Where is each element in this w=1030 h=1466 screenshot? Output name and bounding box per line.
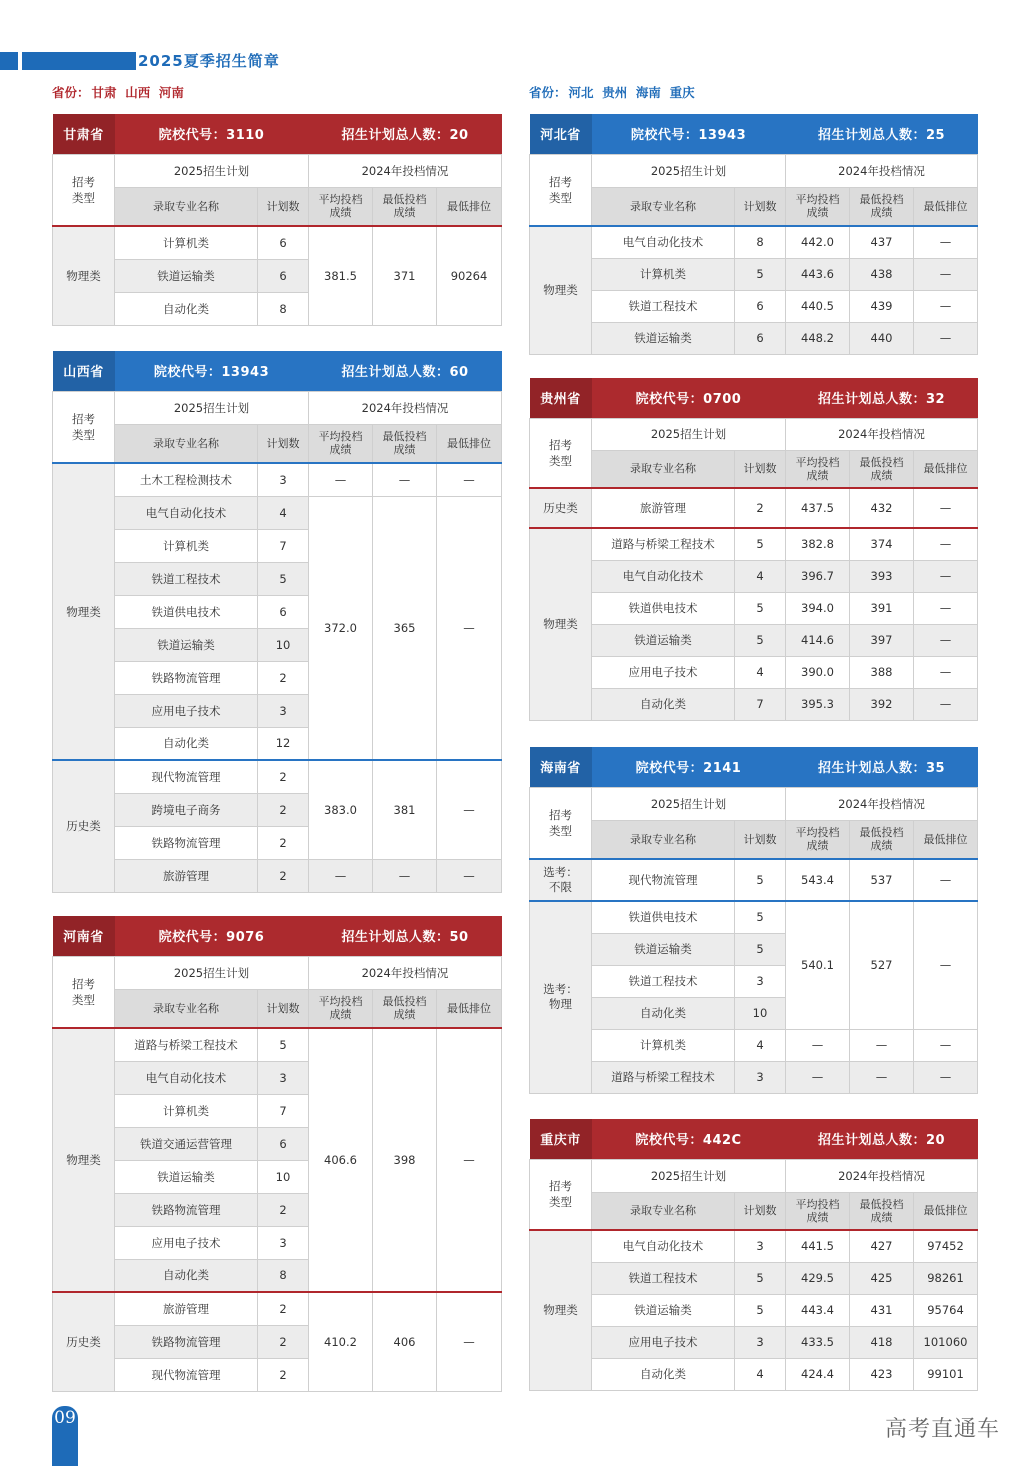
plan-total: 招生计划总人数：20	[817, 1133, 946, 1149]
major-cell: 计算机类	[115, 1094, 258, 1127]
major-cell: 电气自动化技术	[592, 226, 735, 258]
min-cell: 365	[373, 496, 437, 760]
rank-cell: 101060	[914, 1326, 978, 1358]
col-rank: 最低排位	[437, 424, 502, 463]
avg-cell: —	[786, 1029, 850, 1061]
type-cell: 选考： 物理	[530, 901, 592, 1093]
min-cell: 393	[850, 560, 914, 592]
major-cell: 电气自动化技术	[592, 1230, 735, 1262]
count-cell: 3	[258, 1061, 309, 1094]
min-cell: 418	[850, 1326, 914, 1358]
plan-2025-header: 2025招生计划	[592, 154, 786, 187]
min-cell: 388	[850, 656, 914, 688]
rank-cell: —	[914, 688, 978, 720]
major-cell: 铁道工程技术	[592, 290, 735, 322]
major-cell: 土木工程检测技术	[115, 463, 258, 496]
major-cell: 铁道运输类	[115, 1160, 258, 1193]
gansu-table	[52, 114, 502, 326]
avg-cell: 443.6	[786, 258, 850, 290]
count-cell: 4	[735, 1029, 786, 1061]
avg-cell: —	[309, 463, 373, 496]
rank-cell: 97452	[914, 1230, 978, 1262]
province-name: 海南省	[530, 747, 592, 787]
col-avg: 平均投档 成绩	[786, 187, 850, 226]
status-2024-header: 2024年投档情况	[786, 1159, 978, 1192]
major-cell: 铁道运输类	[592, 322, 735, 354]
count-cell: 5	[735, 624, 786, 656]
min-cell: 381	[373, 760, 437, 859]
type-cell: 历史类	[530, 488, 592, 528]
min-cell: 398	[373, 1028, 437, 1292]
count-cell: 3	[735, 965, 786, 997]
major-cell: 旅游管理	[592, 488, 735, 528]
plan-total: 招生计划总人数：20	[341, 128, 469, 144]
hebei-table	[529, 114, 978, 355]
major-cell: 道路与桥梁工程技术	[592, 528, 735, 560]
type-cell: 物理类	[53, 226, 115, 325]
count-cell: 5	[735, 1294, 786, 1326]
col-count: 计划数	[735, 450, 786, 488]
count-cell: 6	[258, 226, 309, 259]
count-cell: 8	[258, 292, 309, 325]
col-rank: 最低排位	[914, 450, 978, 488]
min-cell: 427	[850, 1230, 914, 1262]
count-cell: 5	[735, 258, 786, 290]
min-cell: 423	[850, 1358, 914, 1390]
major-cell: 电气自动化技术	[115, 496, 258, 529]
plan-total: 招生计划总人数：35	[817, 761, 946, 777]
avg-cell: 394.0	[786, 592, 850, 624]
avg-cell: 383.0	[309, 760, 373, 859]
count-cell: 7	[258, 529, 309, 562]
count-cell: 5	[258, 562, 309, 595]
col-rank: 最低排位	[914, 187, 978, 226]
type-cell: 物理类	[53, 1028, 115, 1292]
min-cell: 537	[850, 859, 914, 901]
major-cell: 铁路物流管理	[115, 1193, 258, 1226]
status-2024-header: 2024年投档情况	[309, 391, 502, 424]
col-major: 录取专业名称	[592, 450, 735, 488]
rank-cell: —	[914, 322, 978, 354]
count-cell: 6	[258, 595, 309, 628]
avg-cell: 395.3	[786, 688, 850, 720]
count-cell: 5	[735, 592, 786, 624]
min-cell: 439	[850, 290, 914, 322]
plan-2025-header: 2025招生计划	[592, 787, 786, 820]
avg-cell: 433.5	[786, 1326, 850, 1358]
major-cell: 计算机类	[592, 1029, 735, 1061]
rank-cell: —	[914, 1029, 978, 1061]
status-2024-header: 2024年投档情况	[786, 154, 978, 187]
major-cell: 自动化类	[115, 727, 258, 760]
avg-cell: 406.6	[309, 1028, 373, 1292]
avg-cell: 543.4	[786, 859, 850, 901]
avg-cell: 396.7	[786, 560, 850, 592]
count-cell: 6	[735, 290, 786, 322]
major-cell: 自动化类	[115, 292, 258, 325]
rank-cell: —	[914, 656, 978, 688]
type-header: 招考 类型	[530, 418, 592, 488]
plan-2025-header: 2025招生计划	[115, 391, 309, 424]
major-cell: 现代物流管理	[592, 859, 735, 901]
avg-cell: 429.5	[786, 1262, 850, 1294]
count-cell: 8	[735, 226, 786, 258]
rank-cell: —	[914, 592, 978, 624]
status-2024-header: 2024年投档情况	[309, 154, 502, 187]
rank-cell: —	[437, 463, 502, 496]
min-cell: 397	[850, 624, 914, 656]
rank-cell: —	[914, 560, 978, 592]
count-cell: 5	[258, 1028, 309, 1061]
avg-cell: 382.8	[786, 528, 850, 560]
min-cell: 437	[850, 226, 914, 258]
col-avg: 平均投档 成绩	[786, 1192, 850, 1230]
rank-cell: —	[437, 1028, 502, 1292]
col-min: 最低投档 成绩	[373, 187, 437, 226]
count-cell: 3	[735, 1326, 786, 1358]
henan-table	[52, 916, 502, 1392]
min-cell: —	[373, 859, 437, 892]
col-count: 计划数	[258, 187, 309, 226]
col-count: 计划数	[258, 424, 309, 463]
avg-cell: 410.2	[309, 1292, 373, 1391]
school-code: 院校代号：13943	[630, 128, 747, 144]
major-cell: 计算机类	[592, 258, 735, 290]
count-cell: 7	[735, 688, 786, 720]
count-cell: 2	[258, 760, 309, 793]
type-cell: 物理类	[530, 226, 592, 354]
min-cell: —	[373, 463, 437, 496]
type-cell: 历史类	[53, 1292, 115, 1391]
rank-cell: —	[914, 258, 978, 290]
col-count: 计划数	[258, 989, 309, 1028]
type-header: 招考 类型	[530, 1159, 592, 1230]
count-cell: 4	[735, 1358, 786, 1390]
type-header: 招考 类型	[530, 154, 592, 226]
province-name: 重庆市	[530, 1119, 592, 1159]
min-cell: 371	[373, 226, 437, 325]
col-rank: 最低排位	[437, 989, 502, 1028]
province-name: 甘肃省	[53, 114, 115, 154]
major-cell: 铁道供电技术	[115, 595, 258, 628]
major-cell: 铁道运输类	[115, 628, 258, 661]
count-cell: 3	[258, 463, 309, 496]
rank-cell: —	[914, 624, 978, 656]
type-cell: 物理类	[530, 528, 592, 720]
col-min: 最低投档 成绩	[373, 989, 437, 1028]
col-count: 计划数	[735, 820, 786, 859]
right-province-label: 省份： 河北 贵州 海南 重庆	[529, 85, 695, 100]
avg-cell: —	[309, 859, 373, 892]
page-title: 2025夏季招生简章	[138, 52, 280, 70]
school-code: 院校代号：2141	[635, 761, 742, 777]
plan-2025-header: 2025招生计划	[592, 1159, 786, 1192]
type-header: 招考 类型	[530, 787, 592, 859]
plan-2025-header: 2025招生计划	[592, 418, 786, 450]
min-cell: 406	[373, 1292, 437, 1391]
major-cell: 自动化类	[592, 997, 735, 1029]
rank-cell: —	[914, 528, 978, 560]
plan-total: 招生计划总人数：60	[341, 365, 469, 381]
province-name: 贵州省	[530, 378, 592, 418]
type-header: 招考 类型	[53, 391, 115, 463]
rank-cell: —	[914, 488, 978, 528]
school-code: 院校代号：442C	[635, 1133, 742, 1149]
major-cell: 电气自动化技术	[592, 560, 735, 592]
avg-cell: 437.5	[786, 488, 850, 528]
page-number: 09	[54, 1408, 76, 1428]
major-cell: 旅游管理	[115, 859, 258, 892]
major-cell: 跨境电子商务	[115, 793, 258, 826]
count-cell: 2	[258, 826, 309, 859]
min-cell: 391	[850, 592, 914, 624]
count-cell: 10	[258, 628, 309, 661]
major-cell: 铁道工程技术	[592, 1262, 735, 1294]
school-code: 院校代号：3110	[158, 128, 265, 144]
col-min: 最低投档 成绩	[373, 424, 437, 463]
watermark: 高考直通车	[884, 1417, 1000, 1442]
avg-cell: 448.2	[786, 322, 850, 354]
plan-total: 招生计划总人数：25	[817, 128, 946, 144]
col-min: 最低投档 成绩	[850, 187, 914, 226]
major-cell: 铁道运输类	[592, 624, 735, 656]
major-cell: 现代物流管理	[115, 760, 258, 793]
major-cell: 计算机类	[115, 529, 258, 562]
major-cell: 自动化类	[592, 688, 735, 720]
col-avg: 平均投档 成绩	[786, 820, 850, 859]
col-count: 计划数	[735, 187, 786, 226]
count-cell: 4	[735, 560, 786, 592]
min-cell: 431	[850, 1294, 914, 1326]
count-cell: 2	[258, 793, 309, 826]
province-name: 河北省	[530, 114, 592, 154]
count-cell: 3	[735, 1061, 786, 1093]
count-cell: 3	[735, 1230, 786, 1262]
count-cell: 4	[735, 656, 786, 688]
rank-cell: —	[437, 1292, 502, 1391]
count-cell: 2	[258, 1325, 309, 1358]
count-cell: 5	[735, 901, 786, 933]
min-cell: 440	[850, 322, 914, 354]
major-cell: 应用电子技术	[592, 1326, 735, 1358]
col-major: 录取专业名称	[115, 424, 258, 463]
major-cell: 铁道工程技术	[115, 562, 258, 595]
col-rank: 最低排位	[914, 1192, 978, 1230]
avg-cell: 424.4	[786, 1358, 850, 1390]
count-cell: 2	[258, 1292, 309, 1325]
major-cell: 铁路物流管理	[115, 661, 258, 694]
min-cell: 374	[850, 528, 914, 560]
col-rank: 最低排位	[914, 820, 978, 859]
col-major: 录取专业名称	[592, 187, 735, 226]
major-cell: 自动化类	[592, 1358, 735, 1390]
school-code: 院校代号：0700	[635, 392, 742, 408]
count-cell: 8	[258, 1259, 309, 1292]
type-cell: 历史类	[53, 760, 115, 892]
avg-cell: 381.5	[309, 226, 373, 325]
count-cell: 4	[258, 496, 309, 529]
major-cell: 应用电子技术	[115, 694, 258, 727]
count-cell: 2	[258, 1358, 309, 1391]
count-cell: 12	[258, 727, 309, 760]
col-major: 录取专业名称	[115, 989, 258, 1028]
count-cell: 5	[735, 933, 786, 965]
major-cell: 自动化类	[115, 1259, 258, 1292]
count-cell: 5	[735, 528, 786, 560]
major-cell: 应用电子技术	[592, 656, 735, 688]
major-cell: 铁路物流管理	[115, 826, 258, 859]
count-cell: 6	[258, 259, 309, 292]
rank-cell: 99101	[914, 1358, 978, 1390]
count-cell: 10	[735, 997, 786, 1029]
min-cell: 425	[850, 1262, 914, 1294]
type-cell: 物理类	[53, 463, 115, 760]
count-cell: 2	[258, 859, 309, 892]
province-name: 山西省	[53, 351, 115, 391]
major-cell: 电气自动化技术	[115, 1061, 258, 1094]
min-cell: 432	[850, 488, 914, 528]
type-header: 招考 类型	[53, 154, 115, 226]
count-cell: 5	[735, 1262, 786, 1294]
province-name: 河南省	[53, 916, 115, 956]
status-2024-header: 2024年投档情况	[309, 956, 502, 989]
avg-cell: 414.6	[786, 624, 850, 656]
count-cell: 5	[735, 859, 786, 901]
col-count: 计划数	[735, 1192, 786, 1230]
col-min: 最低投档 成绩	[850, 820, 914, 859]
avg-cell: 443.4	[786, 1294, 850, 1326]
min-cell: 527	[850, 901, 914, 1029]
count-cell: 7	[258, 1094, 309, 1127]
plan-total: 招生计划总人数：32	[817, 392, 946, 408]
col-major: 录取专业名称	[592, 1192, 735, 1230]
rank-cell: —	[914, 901, 978, 1029]
guizhou-table	[529, 378, 978, 721]
col-min: 最低投档 成绩	[850, 1192, 914, 1230]
rank-cell: —	[914, 290, 978, 322]
major-cell: 铁道供电技术	[592, 592, 735, 624]
status-2024-header: 2024年投档情况	[786, 418, 978, 450]
major-cell: 计算机类	[115, 226, 258, 259]
left-province-label: 省份： 甘肃 山西 河南	[52, 85, 184, 100]
status-2024-header: 2024年投档情况	[786, 787, 978, 820]
rank-cell: 90264	[437, 226, 502, 325]
count-cell: 6	[258, 1127, 309, 1160]
chongqing-table	[529, 1119, 978, 1391]
avg-cell: 442.0	[786, 226, 850, 258]
major-cell: 铁道工程技术	[592, 965, 735, 997]
avg-cell: 540.1	[786, 901, 850, 1029]
col-min: 最低投档 成绩	[850, 450, 914, 488]
type-header: 招考 类型	[53, 956, 115, 1028]
avg-cell: —	[786, 1061, 850, 1093]
rank-cell: —	[914, 226, 978, 258]
rank-cell: —	[437, 760, 502, 859]
count-cell: 2	[258, 1193, 309, 1226]
min-cell: —	[850, 1029, 914, 1061]
header-accent	[0, 52, 18, 70]
type-cell: 物理类	[530, 1230, 592, 1390]
major-cell: 应用电子技术	[115, 1226, 258, 1259]
col-avg: 平均投档 成绩	[786, 450, 850, 488]
rank-cell: —	[914, 859, 978, 901]
header-bar	[22, 52, 136, 70]
shanxi-table	[52, 351, 502, 893]
major-cell: 铁路物流管理	[115, 1325, 258, 1358]
school-code: 院校代号：9076	[158, 930, 265, 946]
rank-cell: —	[914, 1061, 978, 1093]
major-cell: 铁道运输类	[592, 933, 735, 965]
major-cell: 现代物流管理	[115, 1358, 258, 1391]
col-major: 录取专业名称	[115, 187, 258, 226]
count-cell: 6	[735, 322, 786, 354]
avg-cell: 441.5	[786, 1230, 850, 1262]
plan-2025-header: 2025招生计划	[115, 956, 309, 989]
school-code: 院校代号：13943	[153, 365, 270, 381]
col-major: 录取专业名称	[592, 820, 735, 859]
major-cell: 铁道运输类	[592, 1294, 735, 1326]
avg-cell: 372.0	[309, 496, 373, 760]
count-cell: 10	[258, 1160, 309, 1193]
col-avg: 平均投档 成绩	[309, 424, 373, 463]
count-cell: 2	[258, 661, 309, 694]
count-cell: 3	[258, 1226, 309, 1259]
plan-total: 招生计划总人数：50	[341, 930, 469, 946]
count-cell: 3	[258, 694, 309, 727]
min-cell: 392	[850, 688, 914, 720]
rank-cell: 98261	[914, 1262, 978, 1294]
col-rank: 最低排位	[437, 187, 502, 226]
major-cell: 铁道供电技术	[592, 901, 735, 933]
col-avg: 平均投档 成绩	[309, 187, 373, 226]
min-cell: —	[850, 1061, 914, 1093]
min-cell: 438	[850, 258, 914, 290]
major-cell: 道路与桥梁工程技术	[115, 1028, 258, 1061]
major-cell: 旅游管理	[115, 1292, 258, 1325]
rank-cell: 95764	[914, 1294, 978, 1326]
major-cell: 铁道交通运营管理	[115, 1127, 258, 1160]
avg-cell: 390.0	[786, 656, 850, 688]
major-cell: 铁道运输类	[115, 259, 258, 292]
rank-cell: —	[437, 859, 502, 892]
col-avg: 平均投档 成绩	[309, 989, 373, 1028]
count-cell: 2	[735, 488, 786, 528]
rank-cell: —	[437, 496, 502, 760]
avg-cell: 440.5	[786, 290, 850, 322]
hainan-table	[529, 747, 978, 1094]
major-cell: 道路与桥梁工程技术	[592, 1061, 735, 1093]
type-cell: 选考： 不限	[530, 859, 592, 901]
plan-2025-header: 2025招生计划	[115, 154, 309, 187]
